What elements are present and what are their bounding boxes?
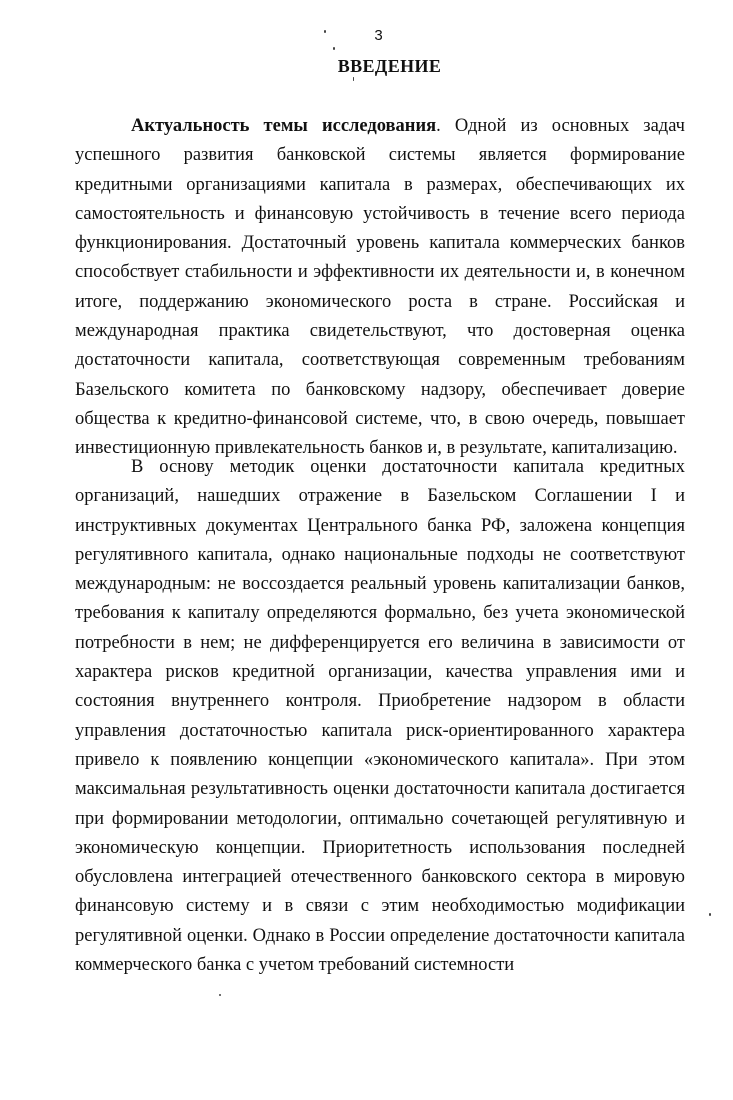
scan-speck: [324, 30, 326, 33]
page-title: ВВЕДЕНИЕ: [337, 56, 442, 76]
paragraph-text: . Одной из основных задач успешного развития банковской системы является формирование кредитными организациями капитала в размерах, обеспечивающих их самостоятельность и финансовую устойчивость в течение всего периода функционирования. Достаточный уровень капитала коммерческих банков способствует стабильности и эффективности их деятельности и, в конечном итоге, поддержанию экономического роста в стране. Российская и международная практика свидетельствуют, что достоверная оценка достаточности капитала, соответствующая современным требованиям Базельского комитета по банковскому надзору, обеспечивает доверие общества к кредитно-финансовой системе, что, в свою очередь, повышает инвестиционную привлекательность банков и, в результате, капитализацию.: [75, 116, 685, 459]
scan-speck: [709, 913, 711, 916]
scan-speck: [333, 47, 335, 50]
paragraph-text: В основу методик оценки достаточности капитала кредитных организаций, нашедших отражение в Базельском Соглашении I и инструктивных документах Центрального банка РФ, заложена концепция регулятивного капитала, однако национальные подходы не соответствуют международным: не воссоздается реальный уровень капитализации банков, требования к капиталу определяются формально, без учета экономической потребности в нем; не дифференцируется его величина в зависимости от характера рисков кредитной организации, качества управления ими и состояния внутреннего контроля. Приобретение надзором в области управления достаточностью капитала риск-ориентированного характера привело к появлению концепции «экономического капитала». При этом максимальная результативность оценки достаточности капитала достигается при формировании методологии, оптимально сочетающей регулятивную и экономическую концепции. Приоритетность использования последней обусловлена интеграцией отечественного банковского сектора в мировую финансовую систему и в связи с этим необходимостью модификации регулятивной оценки. Однако в России определение достаточности капитала коммерческого банка с учетом требований системности: [75, 457, 685, 976]
paragraph-methodology: [75, 453, 685, 980]
page-number: 3: [374, 27, 383, 44]
scan-speck: [353, 77, 354, 81]
paragraph-lead: Актуальность темы исследования: [131, 116, 437, 136]
scan-speck: [219, 994, 221, 996]
paragraph-relevance: [75, 112, 685, 464]
